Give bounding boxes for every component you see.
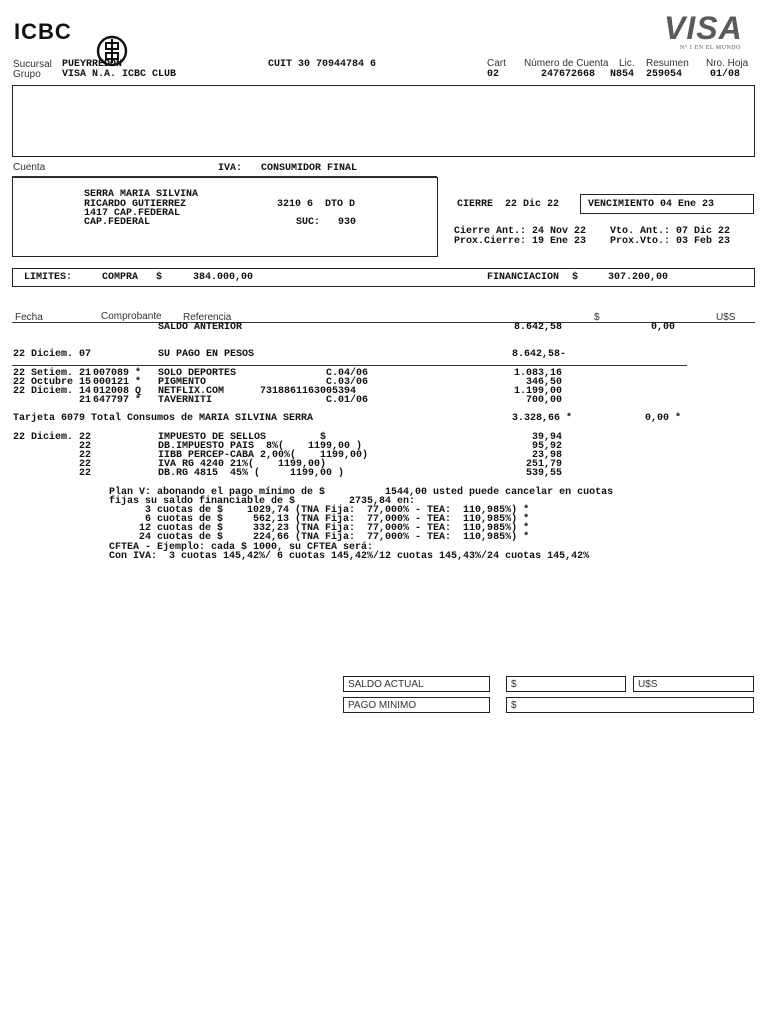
impuesto-pesos: 539,55 — [525, 468, 562, 479]
pago-minimo-pesos: $ — [511, 700, 517, 711]
row-pesos: 1.199,00 — [513, 386, 562, 397]
saldo-actual-dolares: U$S — [638, 679, 658, 690]
impuesto-desc: IIBB PERCEP-CABA 2,00%( 1199,00) — [158, 450, 369, 461]
address-number: 3210 6 DTO D — [277, 199, 356, 210]
pago-divider — [12, 365, 687, 366]
total-dolares: 0,00 * — [645, 413, 682, 424]
vto-anterior: Vto. Ant.: 07 Dic 22 — [610, 226, 731, 237]
prox-vto: Prox.Vto.: 03 Feb 23 — [610, 236, 731, 247]
plan-v-line: Con IVA: 3 cuotas 145,42%/ 6 cuotas 145,42%/12 cuotas 145,43%/24 cuotas 145,42% — [109, 551, 590, 562]
row-comprobante: 007089 * — [93, 368, 142, 379]
saldo-anterior-pesos: 8.642,58 — [513, 322, 562, 333]
resumen-value: 259054 — [646, 69, 683, 80]
row-date: 22 Octubre 15 — [13, 377, 92, 388]
message-box — [12, 85, 755, 157]
saldo-actual-label: SALDO ACTUAL — [348, 679, 424, 690]
pago-pesos: 8.642,58- — [512, 349, 567, 360]
col-fecha: Fecha — [15, 312, 43, 323]
grupo-value: VISA N.A. ICBC CLUB — [62, 69, 177, 80]
row-referencia: NETFLIX.COM — [158, 386, 225, 397]
col-dolares: U$S — [716, 312, 736, 323]
cierre-anterior: Cierre Ant.: 24 Nov 22 — [454, 226, 587, 237]
plan-v-line: CFTEA - Ejemplo: cada $ 1000, su CFTEA será: — [109, 542, 374, 553]
cuenta-label: Cuenta — [13, 162, 46, 173]
address-line-1: SERRA MARIA SILVINA — [84, 189, 199, 200]
nro-hoja-label: Nro. Hoja — [706, 58, 749, 69]
row-comprobante: 000121 * — [93, 377, 142, 388]
visa-tagline: Nº 1 EN EL MUNDO — [680, 45, 741, 51]
address-box — [12, 177, 438, 257]
impuesto-date: 22 — [79, 450, 92, 461]
cart-value: 02 — [487, 69, 500, 80]
pago-minimo-pesos-box — [506, 697, 754, 713]
row-extra: C.03/06 — [326, 377, 369, 388]
compra-value: 384.000,00 — [193, 272, 254, 283]
pago-label: SU PAGO EN PESOS — [158, 349, 255, 360]
row-extra: 7318861163005394 — [260, 386, 357, 397]
row-comprobante: 647797 * — [93, 395, 142, 406]
impuesto-date: 22 — [79, 468, 92, 479]
total-pesos: 3.328,66 * — [512, 413, 573, 424]
iva-value: CONSUMIDOR FINAL — [261, 163, 358, 174]
plan-v-line: 6 cuotas de $ 562,13 (TNA Fija: 77,000% - TEA: 110,985%) * — [109, 514, 530, 525]
row-pesos: 700,00 — [525, 395, 562, 406]
cuit: CUIT 30 70944784 6 — [268, 59, 377, 70]
address-line-4: CAP.FEDERAL — [84, 217, 151, 228]
saldo-anterior-dolares: 0,00 — [650, 322, 675, 333]
vencimiento: VENCIMIENTO 04 Ene 23 — [588, 199, 715, 210]
impuesto-pesos: 251,79 — [525, 459, 562, 470]
financiacion-currency: $ — [572, 272, 579, 283]
col-comprobante: Comprobante — [101, 311, 162, 322]
prox-cierre: Prox.Cierre: 19 Ene 23 — [454, 236, 587, 247]
financiacion-label: FINANCIACION — [487, 272, 560, 283]
icbc-emblem-icon — [88, 17, 120, 49]
sucursal-label: Sucursal — [13, 59, 52, 70]
suc-value: SUC: 930 — [296, 217, 357, 228]
row-referencia: PIGMENTO — [158, 377, 207, 388]
icbc-logo: ICBC — [14, 19, 72, 44]
row-date: 22 Diciem. 14 — [13, 386, 92, 397]
iva-label: IVA: — [218, 163, 243, 174]
saldo-actual-pesos: $ — [511, 679, 517, 690]
impuesto-desc: IVA RG 4240 21%( 1199,00) — [158, 459, 327, 470]
plan-v-line: fijas su saldo financiable de $ 2735,84 en: — [109, 496, 416, 507]
row-date: 21 — [79, 395, 92, 406]
plan-v-line: 3 cuotas de $ 1029,74 (TNA Fija: 77,000% - TEA: 110,985%) * — [109, 505, 530, 516]
impuesto-desc: IMPUESTO DE SELLOS $ — [158, 432, 327, 443]
financiacion-value: 307.200,00 — [608, 272, 669, 283]
row-referencia: SOLO DEPORTES — [158, 368, 237, 379]
row-extra: C.04/06 — [326, 368, 369, 379]
limites-label: LIMITES: — [24, 272, 73, 283]
impuesto-desc: DB.RG 4815 45% ( 1199,00 ) — [158, 468, 345, 479]
row-pesos: 1.083,16 — [513, 368, 562, 379]
saldo-actual-pesos-box — [506, 676, 626, 692]
row-pesos: 346,50 — [525, 377, 562, 388]
impuesto-pesos: 23,98 — [531, 450, 562, 461]
impuesto-date: 22 — [79, 441, 92, 452]
numero-cuenta-label: Número de Cuenta — [524, 58, 609, 69]
cierre: CIERRE 22 Dic 22 — [457, 199, 560, 210]
row-comprobante: 012008 Q — [93, 386, 142, 397]
plan-v-line: 24 cuotas de $ 224,66 (TNA Fija: 77,000% - TEA: 110,985%) * — [109, 532, 530, 543]
lic-label: Lic. — [619, 58, 635, 69]
impuesto-date: 22 Diciem. 22 — [13, 432, 92, 443]
row-referencia: TAVERNITI — [158, 395, 213, 406]
row-extra: C.01/06 — [326, 395, 369, 406]
pago-minimo-label: PAGO MINIMO — [348, 700, 417, 711]
impuesto-pesos: 39,94 — [531, 432, 562, 443]
plan-v-line: 12 cuotas de $ 332,23 (TNA Fija: 77,000% - TEA: 110,985%) * — [109, 523, 530, 534]
impuesto-date: 22 — [79, 459, 92, 470]
total-label: Tarjeta 6079 Total Consumos de MARIA SILVINA SERRA — [13, 413, 314, 424]
address-line-2: RICARDO GUTIERREZ — [84, 199, 187, 210]
grupo-label: Grupo — [13, 69, 41, 80]
numero-cuenta-value: 247672668 — [541, 69, 596, 80]
plan-v-line: Plan V: abonando el pago mínimo de $ 1544,00 usted puede cancelar en cuotas — [109, 487, 614, 498]
impuesto-desc: DB.IMPUESTO PAIS 8%( 1199,00 ) — [158, 441, 363, 452]
lic-value: N854 — [610, 69, 635, 80]
impuesto-pesos: 95,92 — [531, 441, 562, 452]
compra-currency: $ — [156, 272, 163, 283]
sucursal-value: PUEYRREDON — [62, 59, 123, 70]
cart-label: Cart — [487, 58, 506, 69]
resumen-label: Resumen — [646, 58, 689, 69]
saldo-anterior-label: SALDO ANTERIOR — [158, 322, 243, 333]
col-referencia: Referencia — [183, 312, 232, 323]
nro-hoja-value: 01/08 — [710, 69, 741, 80]
col-pesos: $ — [594, 312, 600, 323]
address-line-3: 1417 CAP.FEDERAL — [84, 208, 181, 219]
pago-date: 22 Diciem. 07 — [13, 349, 92, 360]
row-date: 22 Setiem. 21 — [13, 368, 92, 379]
compra-label: COMPRA — [102, 272, 139, 283]
visa-logo: VISA — [664, 10, 743, 46]
